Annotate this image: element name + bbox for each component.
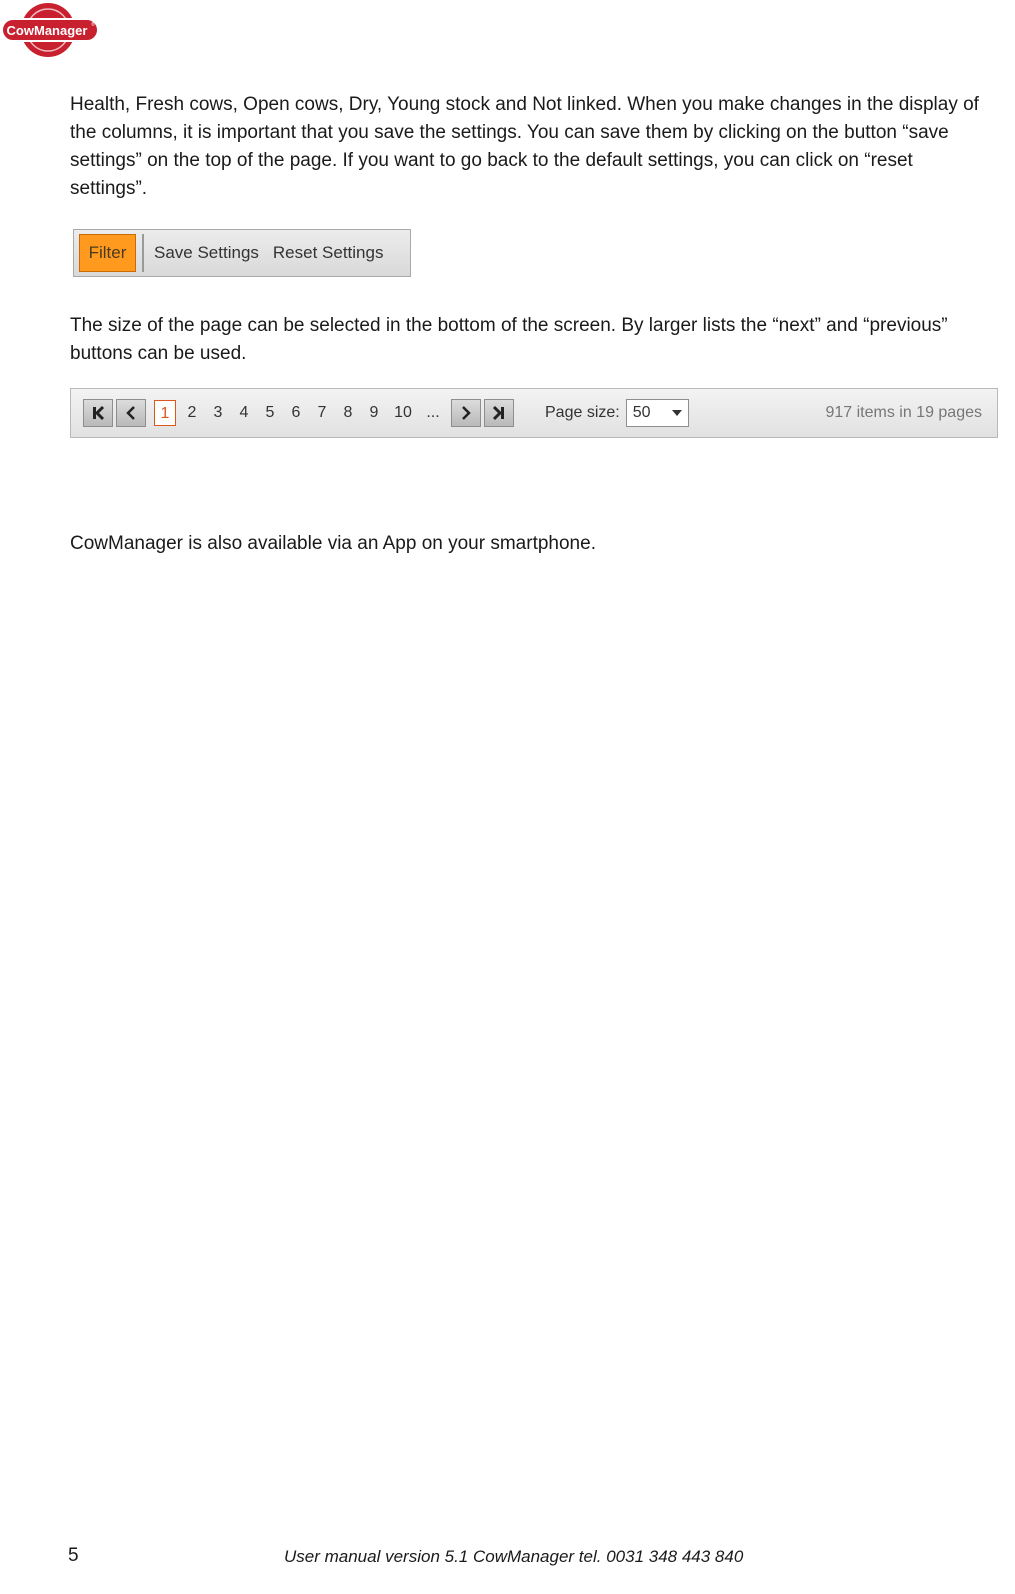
page-size-label: Page size:	[545, 404, 620, 421]
page-link-current[interactable]: 1	[154, 400, 176, 426]
page-link[interactable]: 5	[265, 404, 275, 421]
page-link[interactable]: 4	[239, 404, 249, 421]
page-link[interactable]: 8	[343, 404, 353, 421]
toolbar-divider	[142, 234, 144, 272]
chevron-down-icon	[672, 410, 682, 416]
last-page-icon	[491, 405, 507, 421]
pager-bar	[70, 388, 998, 438]
page-size-paragraph: The size of the page can be selected in the bottom of the screen. By larger lists the “next” and “previous” buttons can be used.	[70, 315, 948, 364]
svg-text:®: ®	[91, 22, 95, 28]
filter-button[interactable]: Filter	[79, 234, 136, 272]
more-pages-link[interactable]: ...	[426, 404, 440, 421]
chevron-right-icon	[458, 405, 474, 421]
save-settings-button[interactable]: Save Settings	[154, 243, 259, 262]
page-size-select[interactable]	[626, 399, 689, 427]
last-page-button[interactable]	[484, 399, 514, 427]
settings-toolbar	[73, 229, 411, 277]
items-count-info: 917 items in 19 pages	[825, 404, 982, 421]
page-link[interactable]: 9	[369, 404, 379, 421]
footer-text: User manual version 5.1 CowManager tel. 0031 348 443 840	[284, 1547, 744, 1566]
svg-text:CowManager: CowManager	[6, 23, 88, 38]
cowmanager-logo	[0, 0, 100, 60]
page-link[interactable]: 6	[291, 404, 301, 421]
page-number: 5	[68, 1545, 79, 1566]
previous-page-button[interactable]	[116, 399, 146, 427]
page-link[interactable]: 10	[394, 404, 412, 421]
first-page-icon	[90, 405, 106, 421]
page-size-value: 50	[632, 404, 651, 421]
first-page-button[interactable]	[83, 399, 113, 427]
page-link[interactable]: 3	[213, 404, 223, 421]
page-link[interactable]: 7	[317, 404, 327, 421]
intro-paragraph: Health, Fresh cows, Open cows, Dry, Young stock and Not linked. When you make changes in the display of the columns, it is important that you save the settings. You can save them by clicking on the button “save settings” on the top of the page. If you want to go back to the default settings, you can click on “reset settings”.	[70, 94, 979, 199]
reset-settings-button[interactable]: Reset Settings	[272, 243, 384, 262]
next-page-button[interactable]	[451, 399, 481, 427]
chevron-left-icon	[123, 405, 139, 421]
page-link[interactable]: 2	[187, 404, 197, 421]
app-paragraph: CowManager is also available via an App on your smartphone.	[70, 533, 596, 554]
